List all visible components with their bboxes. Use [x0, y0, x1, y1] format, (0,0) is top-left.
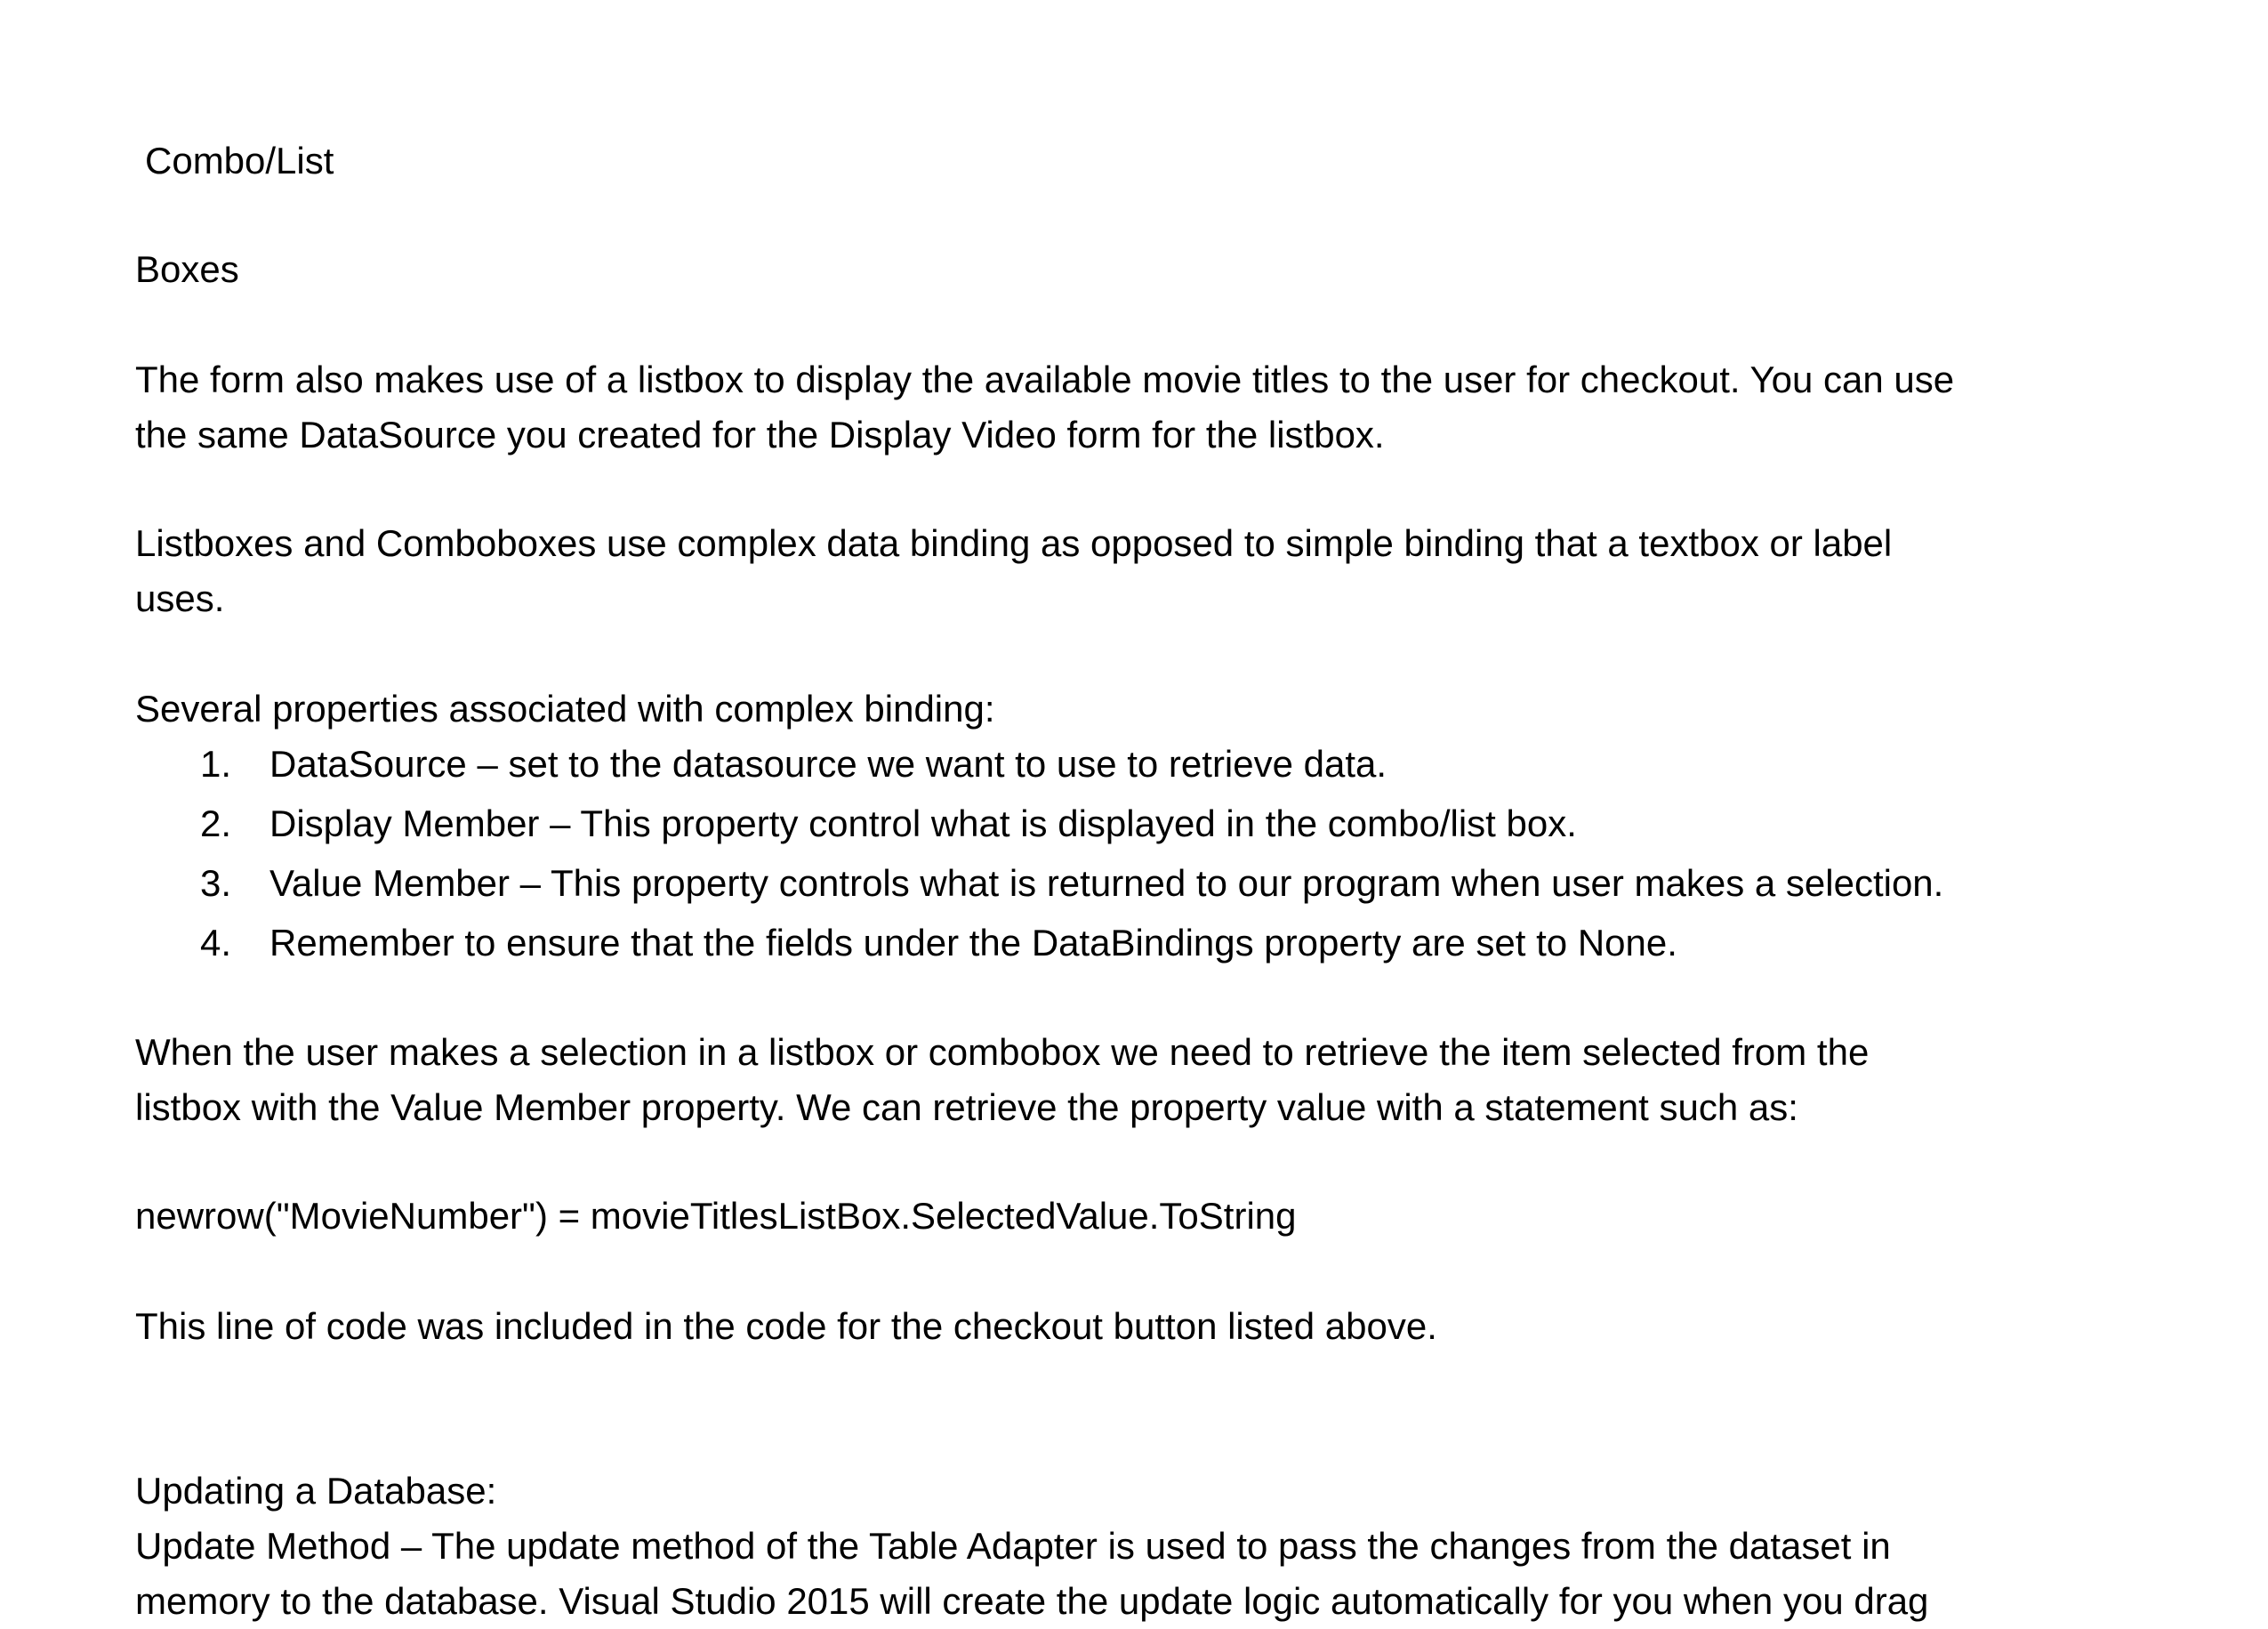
paragraph-5-line-2: memory to the database. Visual Studio 2015 will create the update logic automatically for you when you drag — [135, 1580, 1929, 1622]
paragraph-4: This line of code was included in the code for the checkout button listed above. — [135, 1305, 1437, 1347]
list-item-number: 2. — [200, 802, 232, 844]
list-item-number: 1. — [200, 743, 232, 785]
heading-combo-list: Combo/List — [145, 140, 334, 181]
list-item-text: Value Member – This property controls what is returned to our program when user makes a selection. — [269, 862, 1944, 904]
paragraph-5-line-1: Update Method – The update method of the Table Adapter is used to pass the changes from the dataset in — [135, 1525, 1891, 1567]
paragraph-1-line-1: The form also makes use of a listbox to display the available movie titles to the user for checkout. You can use — [135, 359, 1955, 400]
list-item-text: Display Member – This property control what is displayed in the combo/list box. — [269, 802, 1577, 844]
list-item-number: 3. — [200, 862, 232, 904]
list-intro: Several properties associated with complex binding: — [135, 688, 995, 730]
code-line: newrow("MovieNumber") = movieTitlesListBox.SelectedValue.ToString — [135, 1195, 1297, 1237]
paragraph-3-line-1: When the user makes a selection in a listbox or combobox we need to retrieve the item selected from the — [135, 1031, 1870, 1073]
list-item-number: 4. — [200, 922, 232, 964]
list-item-text: DataSource – set to the datasource we want to use to retrieve data. — [269, 743, 1387, 785]
paragraph-2-line-2: uses. — [135, 577, 225, 619]
section-heading-updating-database: Updating a Database: — [135, 1470, 497, 1512]
paragraph-1-line-2: the same DataSource you created for the Display Video form for the listbox. — [135, 414, 1385, 456]
heading-boxes: Boxes — [135, 248, 239, 290]
list-item-text: Remember to ensure that the fields under the DataBindings property are set to None. — [269, 922, 1677, 964]
paragraph-2-line-1: Listboxes and Comboboxes use complex data binding as opposed to simple binding that a textbox or label — [135, 522, 1893, 564]
paragraph-3-line-2: listbox with the Value Member property. We can retrieve the property value with a statement such as: — [135, 1086, 1798, 1128]
